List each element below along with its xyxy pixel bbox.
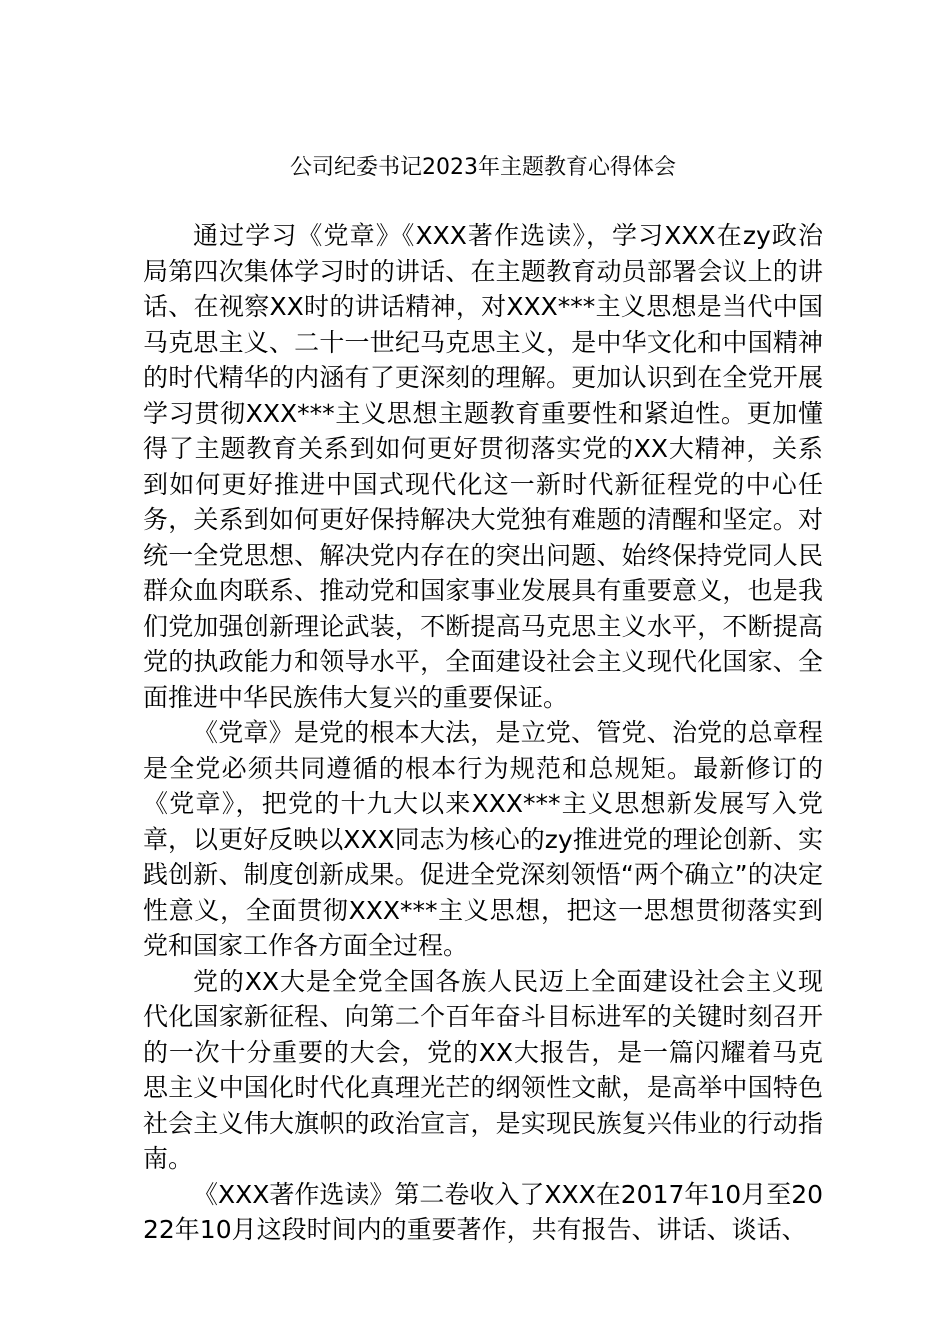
document-title: 公司纪委书记2023年主题教育心得体会 — [290, 155, 676, 180]
document-body — [143, 218, 823, 1248]
paragraph-3: 党的XX大是全党全国各族人民迈上全面建设社会主义现代化国家新征程、向第二个百年奋斗目标进军的关键时刻召开的一次十分重要的大会，党的XX大报告，是一篇闪耀着马克思主义中国化时代化真理光芒的纲领性文献，是高举中国特色社会主义伟大旗帜的政治宣言，是实现民族复兴伟业的行动指南。 — [143, 966, 823, 1173]
paragraph-1: 通过学习《党章》《XXX著作选读》，学习XXX在zy政治局第四次集体学习时的讲话、在主题教育动员部署会议上的讲话、在视察XX时的讲话精神，对XXX***主义思想是当代中国马克思主义、二十一世纪马克思主义，是中华文化和中国精神的时代精华的内涵有了更深刻的理解。更加认识到在全党开展学习贯彻XXX***主义思想主题教育重要性和紧迫性。更加懂得了主题教育关系到如何更好贯彻落实党的XX大精神，关系到如何更好推进中国式现代化这一新时代新征程党的中心任务，关系到如何更好保持解决大党独有难题的清醒和坚定。对统一全党思想、解决党内存在的突出问题、始终保持党同人民群众血肉联系、推动党和国家事业发展具有重要意义，也是我们党加强创新理论武装，不断提高马克思主义水平，不断提高党的执政能力和领导水平，全面建设社会主义现代化国家、全面推进中华民族伟大复兴的重要保证。 — [143, 221, 823, 712]
document-page — [143, 148, 823, 1248]
paragraph-4: 《XXX著作选读》第二卷收入了XXX在2017年10月至2022年10月这段时间内的重要著作，共有报告、讲话、谈话、 — [143, 1179, 824, 1244]
paragraph-2: 《党章》是党的根本大法，是立党、管党、治党的总章程是全党必须共同遵循的根本行为规范和总规矩。最新修订的《党章》，把党的十九大以来XXX***主义思想新发展写入党章，以更好反映以XXX同志为核心的zy推进党的理论创新、实践创新、制度创新成果。促进全党深刻领悟“两个确立”的决定性意义，全面贯彻XXX***主义思想，把这一思想贯彻落实到党和国家工作各方面全过程。 — [143, 718, 823, 960]
